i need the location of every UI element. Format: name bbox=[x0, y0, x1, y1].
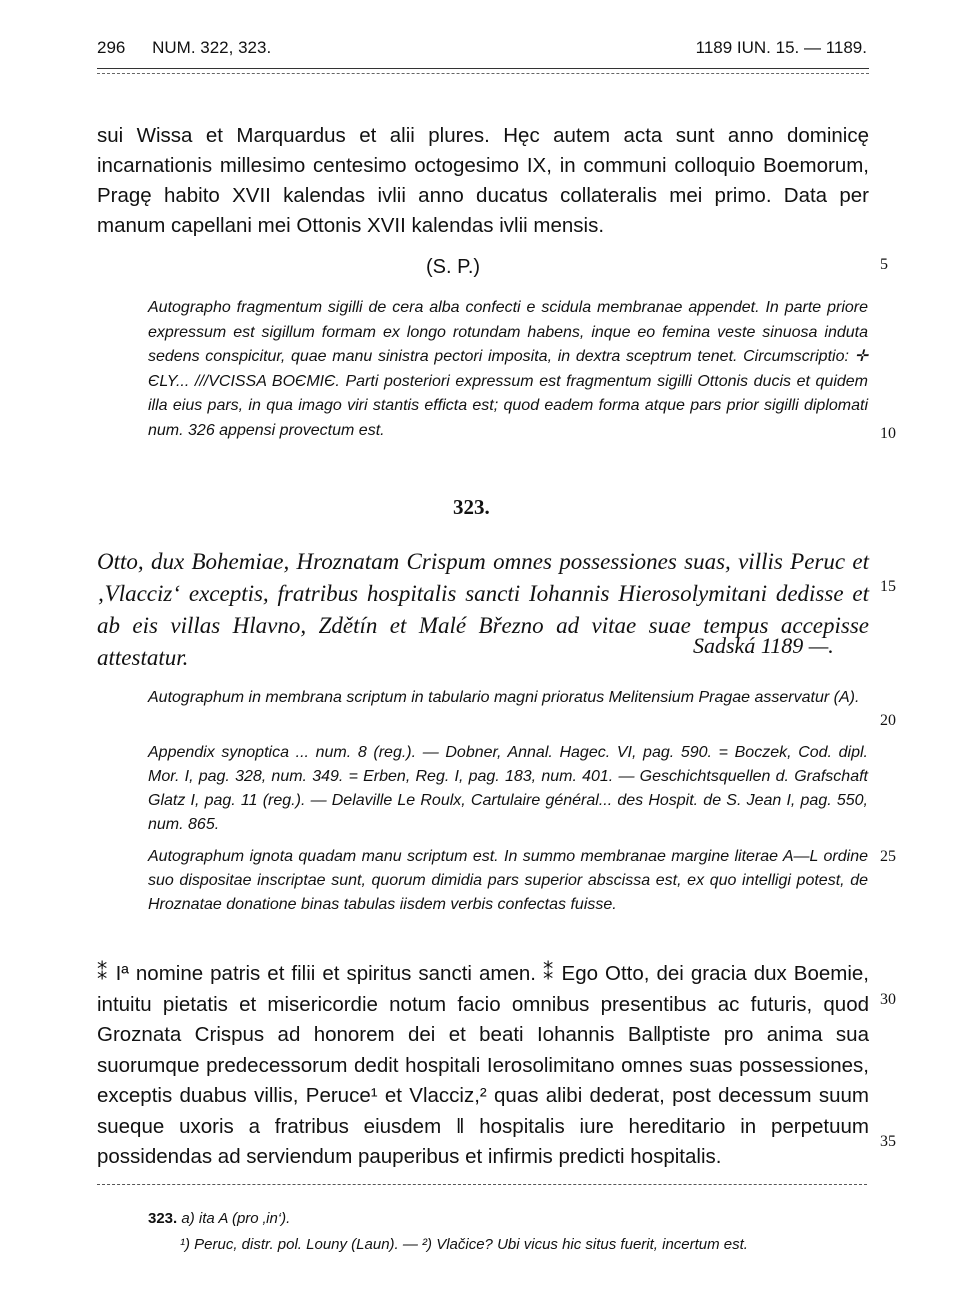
margin-line-number: 10 bbox=[880, 425, 896, 442]
seal-description-note: Autographo fragmentum sigilli de cera alba confecti e scidula membranae appendet. In parte priore expressum est sigillum formam ex longo rotundam habens, inque eo femina veste sinuosa induta sedens conspicitur, quae manu sinistra pectori imposita, in dextra sceptrum tenet. Circumscriptio: ✛ ЄLY... ///VCISSA BOЄMIЄ. Parti posteriori expressum est fragmentum sigilli Ottonis ducis et quidem illa eius pars, in qua imago viri stantis efficta est; quod eadem forma atque pars prior sigilli diplomati num. 326 appensi provectum est. bbox=[148, 299, 868, 439]
header-rule bbox=[97, 68, 869, 69]
footnote-historical: ¹) Peruc, distr. pol. Louny (Laun). — ²) Vlačice? Ubi vicus hic situs fuerit, incertum est. bbox=[180, 1236, 748, 1253]
regest: Otto, dux Bohemiae, Hroznatam Crispum omnes possessiones suas, villis Peruc et ‚Vlacciz‘ exceptis, fratribus hospitalis sancti Iohannis Hierosolymitani dedisse et ab eis villas Hlavno, Zdětín et Malé Březno ad vitae suae tempus accepisse attestatur. bbox=[97, 549, 869, 670]
footnote-textual-text: a) ita A (pro ‚in‘). bbox=[181, 1210, 291, 1227]
margin-line-number: 30 bbox=[880, 991, 896, 1008]
margin-line-number: 35 bbox=[880, 1133, 896, 1150]
margin-line-number: 15 bbox=[880, 578, 896, 595]
header-date: 1189 IUN. 15. — 1189. bbox=[695, 38, 867, 57]
document-number: 323. bbox=[453, 495, 490, 519]
text-paragraph-1: sui Wissa et Marquardus et alii plures. Hęc autem acta sunt anno dominicę incarnationis millesimo centesimo octogesimo IX, in communi colloquio Boemorum, Pragę habito XVII kalendas ivlii anno ducatus collateralis mei primo. Data per manum capellani mei Ottonis XVII kalendas ivlii mensis. bbox=[97, 124, 869, 237]
footnote-rule bbox=[97, 1184, 867, 1185]
margin-line-number: 20 bbox=[880, 712, 896, 729]
page-number: 296 bbox=[97, 38, 126, 57]
place-date: Sadská 1189 —. bbox=[693, 633, 834, 658]
note-description: Autographum ignota quadam manu scriptum est. In summo membranae margine literae A—L ordine suo dispositae inscriptae sunt, quorum dimidia pars superior abscissa est, ex quo intelligi potest, de Hroznatae donatione binas tabulas iisdem verbis confectas fuisse. bbox=[148, 848, 868, 913]
note-editions: Appendix synoptica ... num. 8 (reg.). — Dobner, Annal. Hagec. VI, pag. 590. = Boczek, Cod. dipl. Mor. I, pag. 328, num. 349. = Erben, Reg. I, pag. 183, num. 401. — Geschichtsquellen d. Grafschaft Glatz I, pag. 11 (reg.). — Delaville Le Roulx, Cartulaire général... des Hospit. de S. Jean I, pag. 550, num. 865. bbox=[148, 744, 868, 833]
margin-line-number: 5 bbox=[880, 256, 888, 273]
note-source: Autographum in membrana scriptum in tabulario magni prioratus Melitensium Pragae asservatur (A). bbox=[148, 689, 860, 706]
margin-line-number: 25 bbox=[880, 848, 896, 865]
footnote-doc-number: 323. bbox=[148, 1210, 178, 1227]
header-left bbox=[97, 38, 271, 58]
text-paragraph-2: ⁑ Iª nomine patris et filii et spiritus sancti amen. ⁑ Ego Otto, dei gracia dux Boemie, intuitu pietatis et misericordie notum facio omnibus presentibus ac futuris, quod Groznata Crispus ad honorem dei et beati Iohannis Ba‖ptiste pro anima sua suorumque predecessorum dedit hospitali Ierosolimitano omnes suas possessiones, exceptis duabus villis, Peruce¹ et Vlacciz,² quas alibi dederat, post decessum suum sueque uxoris a fratribus eiusdem ‖ hospitalis iure hereditario in perpetuum possidendas ad serviendum pauperibus et infirmis predicti hospitalis. bbox=[97, 962, 869, 1168]
seal-mark: (S. P.) bbox=[426, 256, 481, 278]
footnote-textual bbox=[148, 1208, 290, 1230]
header-rule-dashed bbox=[97, 73, 869, 74]
document-numbers: NUM. 322, 323. bbox=[152, 38, 272, 57]
